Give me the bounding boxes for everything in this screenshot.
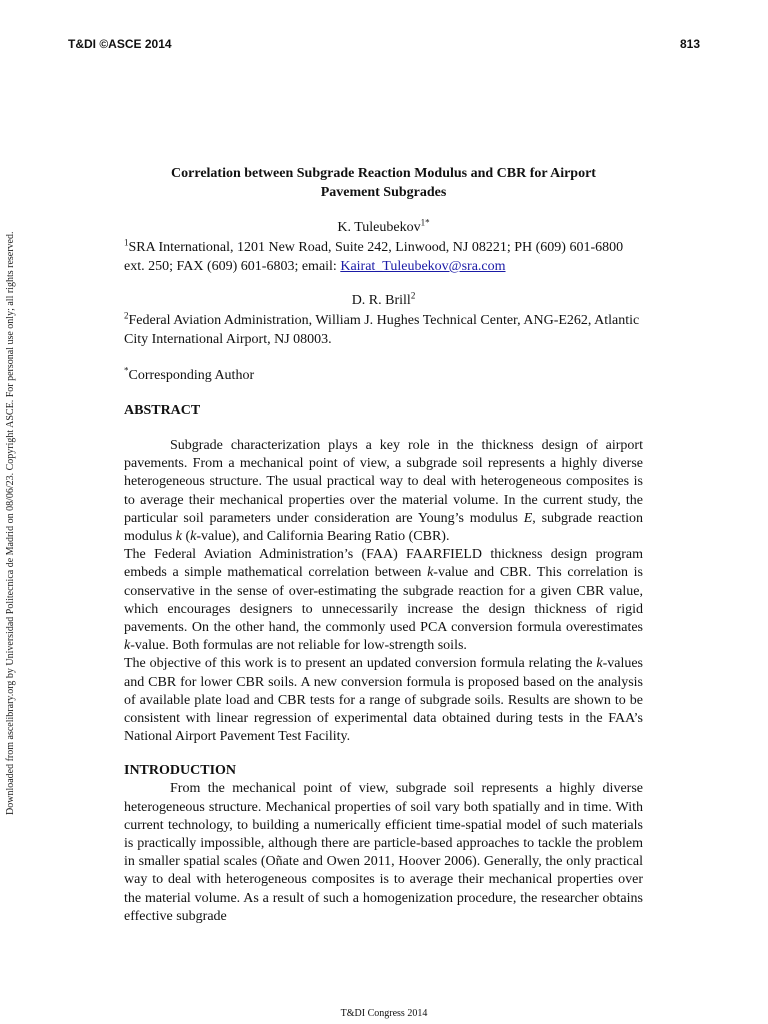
introduction-paragraph-1: From the mechanical point of view, subgrade soil represents a highly diverse heterogeneous structure. Mechanical properties of soil vary both spatially and in time. With current technology, to building a numerically efficient time-spatial model of such materials is practically impossible, although there are particle-based approaches to tackle the problem in smaller spatial scales (Oñate and Owen 2011, Hoover 2006). Generally, the only practical way to deal with heterogeneous composites is to average their mechanical properties over the material volume. As a result of such a homogenization procedure, the researcher obtains effective subgrade (124, 781, 643, 924)
affiliation-1-text: SRA International, 1201 New Road, Suite 242, Linwood, NJ 08221; PH (609) 601-6800 ext. 250; FAX (609) 601-6803; email: (124, 240, 624, 274)
affiliation-2 (124, 311, 643, 349)
author-2-name: D. R. Brill (351, 293, 411, 308)
download-notice: Downloaded from ascelibrary.org by Universidad Politecnica de Madrid on 08/06/23. Copyright ASCE. For personal use only; all rights reserved. (5, 231, 16, 815)
title-line-1: Correlation between Subgrade Reaction Modulus and CBR for Airport (171, 166, 596, 181)
page-footer: T&DI Congress 2014 (340, 1008, 428, 1019)
corresponding-mark: * (124, 365, 129, 376)
abstract-paragraph-2: The Federal Aviation Administration’s (FAA) FAARFIELD thickness design program embeds a simple mathematical correlation between k-value and CBR. This correlation is conservative in the sense of over-estimating the subgrade reaction for a given CBR value, which encourages designers to unnecessarily increase the design thickness of rigid pavements. On the other hand, the commonly used PCA conversion formula overestimates k-value. Both formulas are not reliable for low-strength soils. (124, 547, 643, 654)
author-email-link[interactable]: Kairat_Tuleubekov@sra.com (340, 259, 506, 274)
affiliation-1 (124, 238, 643, 276)
affiliation-2-text: Federal Aviation Administration, William J. Hughes Technical Center, ANG-E262, Atlantic City International Airport, NJ 08003. (124, 313, 640, 347)
abstract-heading: ABSTRACT (124, 403, 201, 418)
affiliation-1-number: 1 (124, 237, 129, 248)
corresponding-text: Corresponding Author (128, 368, 255, 383)
author-1 (124, 219, 643, 237)
running-header: T&DI ©ASCE 2014 (68, 37, 172, 51)
paper-title (124, 164, 643, 202)
author-1-name: K. Tuleubekov (337, 220, 421, 235)
author-1-sup: 1* (420, 217, 430, 228)
corresponding-author-note (124, 366, 643, 385)
article-body (124, 164, 643, 926)
abstract-paragraph-1: Subgrade characterization plays a key role in the thickness design of airport pavements. From a mechanical point of view, a subgrade soil represents a highly diverse heterogeneous structure. The usual practical way to deal with heterogeneous composites is to average their mechanical properties over the material volume. In the current study, the particular soil parameters under consideration are Young’s modulus E, subgrade reaction modulus k (k-value), and California Bearing Ratio (CBR). (124, 438, 643, 545)
page-number: 813 (679, 37, 700, 51)
author-2-sup: 2 (410, 290, 416, 301)
introduction-heading: INTRODUCTION (124, 763, 237, 779)
affiliation-2-number: 2 (124, 310, 129, 321)
abstract-paragraph-3: The objective of this work is to present an updated conversion formula relating the k-values and CBR for lower CBR soils. A new conversion formula is proposed based on the analysis of available plate load and CBR tests for a range of subgrade soils. Results are shown to be consistent with linear regression of experimental data obtained during tests in the FAA’s National Airport Pavement Test Facility. (124, 656, 643, 745)
author-2 (124, 292, 643, 310)
title-line-2: Pavement Subgrades (320, 185, 447, 200)
